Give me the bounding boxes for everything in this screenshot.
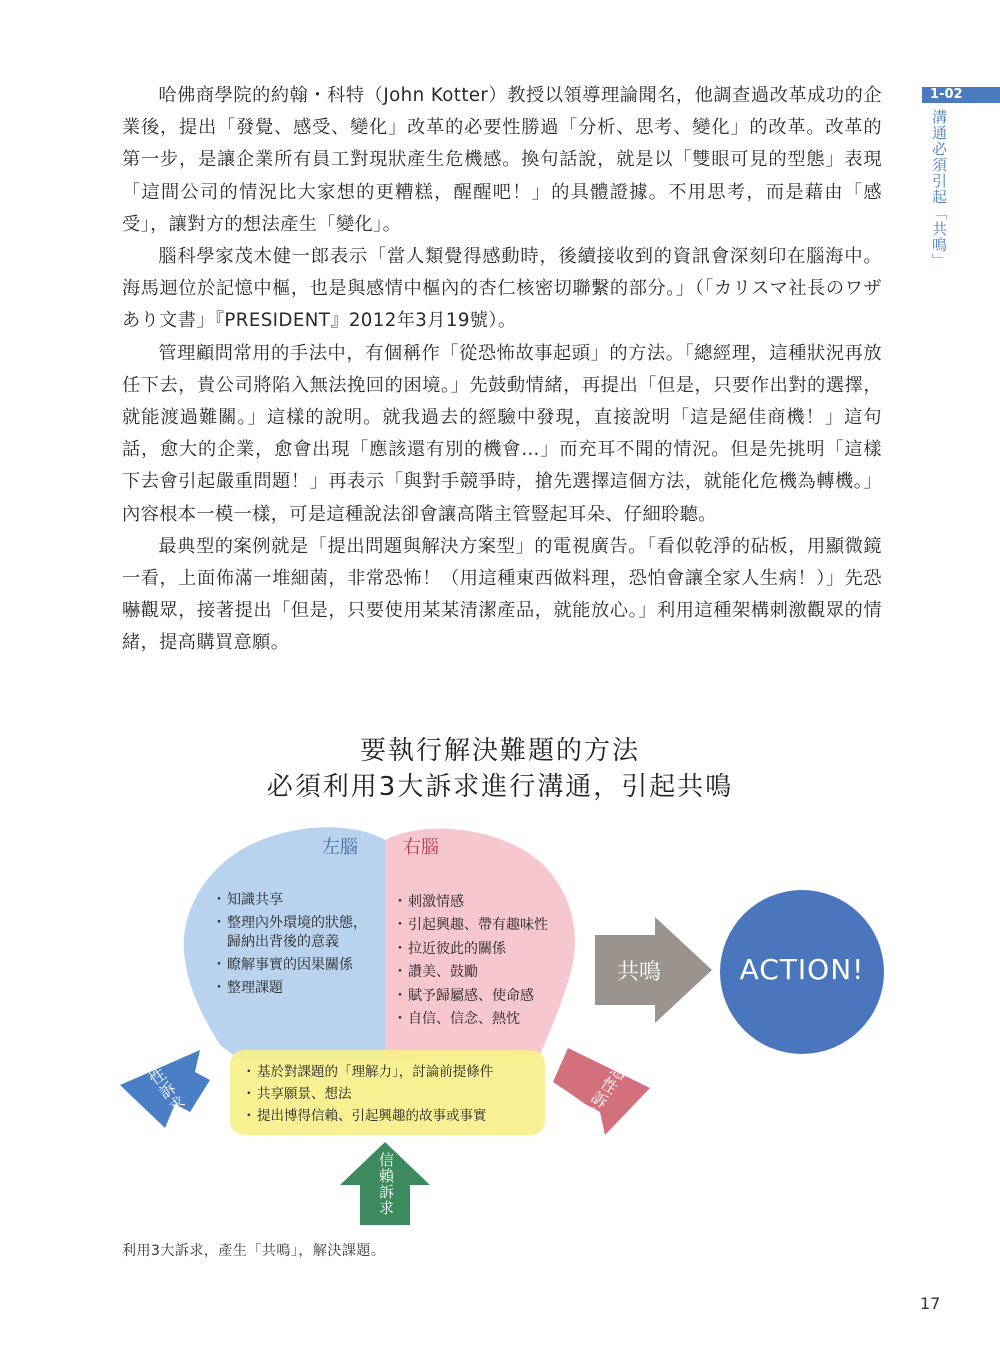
right-item: ・ 拉近彼此的關係 (396, 938, 566, 961)
paragraph-2: 腦科學家茂木健一郎表示「當人類覺得感動時，後續接收到的資訊會深刻印在腦海中。海馬迴位於記憶中樞，也是與感情中樞內的杏仁核密切聯繫的部分。」（「カリスマ社長のワザあり文書」『PRESIDENT』2012年3月19號）。 (122, 246, 882, 332)
action-label: ACTION! (739, 953, 865, 986)
logic-arrow-label: 理性訴求 (134, 1050, 189, 1118)
right-brain-label: 右腦 (403, 837, 439, 858)
left-item: ・ 瞭解事實的因果關係 (215, 956, 375, 975)
right-item: ・ 賦予歸屬感、使命感 (396, 985, 566, 1008)
right-item: ・ 自信、信念、熱忱 (396, 1008, 566, 1031)
left-brain-label: 左腦 (322, 837, 358, 858)
right-item: ・ 讚美、鼓勵 (396, 961, 566, 984)
left-item: ・ 整理內外環境的狀態，歸納出背後的意義 (215, 914, 375, 952)
figure-caption: 利用3大訴求，產生「共鳴」，解決課題。 (122, 1243, 386, 1259)
page-number: 17 (920, 1294, 941, 1313)
trust-arrow-label: 信賴訴求 (377, 1152, 395, 1216)
chapter-side-title: 溝通必須引起「共鳴」 (930, 109, 948, 269)
right-brain-list (396, 891, 566, 1031)
left-brain-list (215, 891, 375, 998)
chapter-tab: 1-02 (922, 87, 1000, 103)
right-item: ・ 引起興趣、帶有趣味性 (396, 914, 566, 937)
paragraph-3: 管理顧問常用的手法中，有個稱作「從恐怖故事起頭」的方法。「總經理，這種狀況再放任下去，貴公司將陷入無法挽回的困境。」先鼓動情緒，再提出「但是，只要作出對的選擇，就能渡過難關。」這樣的說明。就我過去的經驗中發現，直接說明「這是絕佳商機！」這句話，愈大的企業，愈會出現「應該還有別的機會…」而充耳不聞的情況。但是先挑明「這樣下去會引起嚴重問題！」再表示「與對手競爭時，搶先選擇這個方法，就能化危機為轉機。」內容根本一模一樣，可是這種說法卻會讓高階主管豎起耳朵、仔細聆聽。 (122, 342, 882, 525)
emotion-arrow-label: 感性訴求 (576, 1058, 631, 1126)
center-item: ・ 提出博得信賴、引起興趣的故事或事實 (245, 1105, 540, 1127)
center-list (245, 1061, 540, 1127)
resonance-label: 共鳴 (617, 960, 662, 985)
diagram-title-line2: 必須利用3大訴求進行溝通，引起共鳴 (266, 772, 734, 802)
right-item: ・ 刺激情感 (396, 891, 566, 914)
left-item: ・ 知識共享 (215, 891, 375, 910)
paragraph-1: 哈佛商學院的約翰・科特（John Kotter）教授以領導理論聞名，他調查過改革成功的企業後，提出「發覺、感受、變化」改革的必要性勝過「分析、思考、變化」的改革。改革的第一步，是讓企業所有員工對現狀產生危機感。換句話說，就是以「雙眼可見的型態」表現「這間公司的情況比大家想的更糟糕，醒醒吧！」的具體證據。不用思考，而是藉由「感受」，讓對方的想法產生「變化」。 (122, 85, 882, 235)
paragraph-4: 最典型的案例就是「提出問題與解決方案型」的電視廣告。「看似乾淨的砧板，用顯微鏡一看，上面佈滿一堆細菌，非常恐怖！（用這種東西做料理，恐怕會讓全家人生病！）」先恐嚇觀眾，接著提出「但是，只要使用某某清潔產品，就能放心。」利用這種架構刺激觀眾的情緒，提高購買意願。 (122, 535, 882, 654)
diagram-title-line1: 要執行解決難題的方法 (359, 736, 640, 766)
center-item: ・ 基於對課題的「理解力」，討論前提條件 (245, 1061, 540, 1083)
center-item: ・ 共享願景、想法 (245, 1083, 540, 1105)
left-item: ・ 整理課題 (215, 979, 375, 998)
